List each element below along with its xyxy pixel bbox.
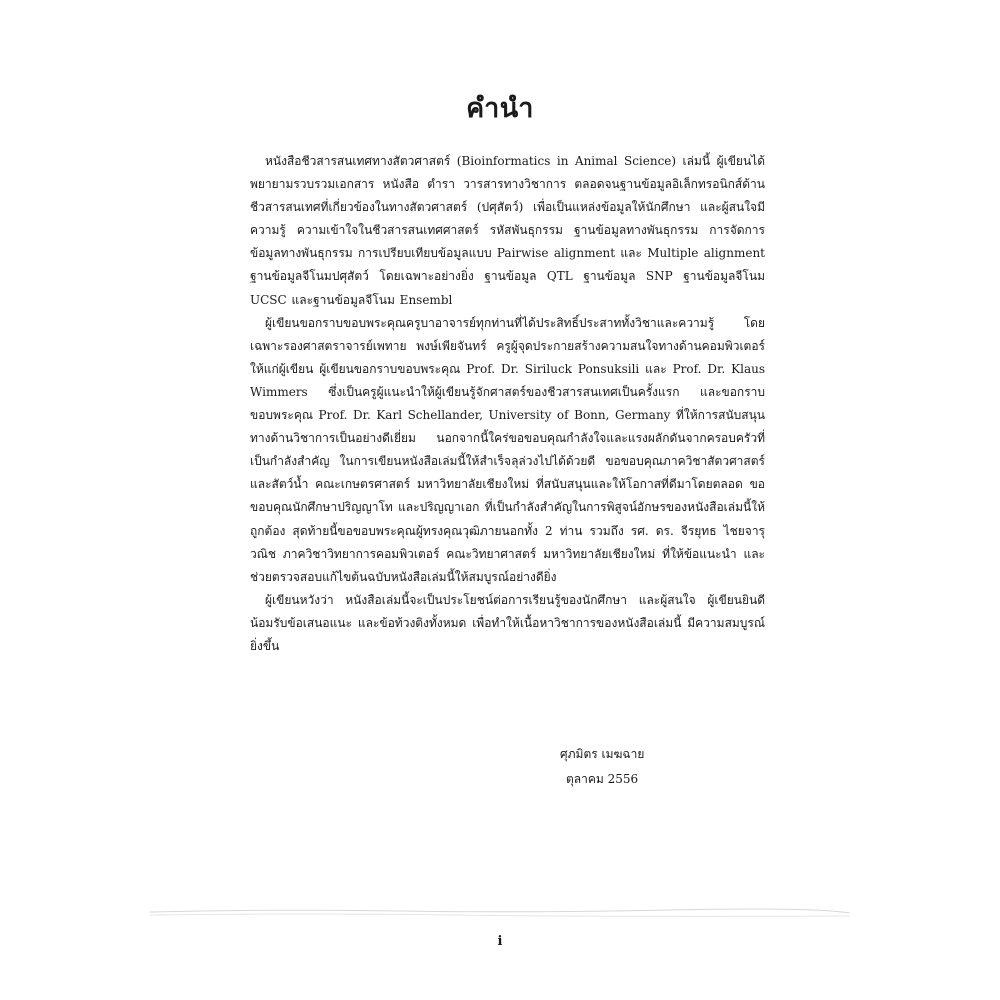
author-name: ศุภมิตร เมฆฉาย (560, 747, 645, 761)
paragraph-3: ผู้เขียนหวังว่า หนังสือเล่มนี้จะเป็นประโยชน์ต่อการเรียนรู้ของนักศึกษา และผู้สนใจ ผู้เขียนยินดีน้อมรับข้อเสนอแนะ และข้อท้วงติงทั้งหมด เพื่อทำให้เนื้อหาวิชาการของหนังสือเล่มนี้ มีความสมบูรณ์ยิ่งขึ้น (250, 592, 765, 653)
paragraph-1: หนังสือชีวสารสนเทศทางสัตวศาสตร์ (Bioinformatics in Animal Science) เล่มนี้ ผู้เขียนได้พยายามรวบรวมเอกสาร หนังสือ ตำรา วารสารทางวิชาการ ตลอดจนฐานข้อมูลอิเล็กทรอนิกส์ด้านชีวสารสนเทศที่เกี่ยวข้องในทางสัตวศาสตร์ (ปศุสัตว์) เพื่อเป็นแหล่งข้อมูลให้นักศึกษา และผู้สนใจมีความรู้ ความเข้าใจในชีวสารสนเทศศาสตร์ รหัสพันธุกรรม ฐานข้อมูลทางพันธุกรรม การจัดการข้อมูลทางพันธุกรรม การเปรียบเทียบข้อมูลแบบ Pairwise alignment และ Multiple alignment ฐานข้อมูลจีโนมปศุสัตว์ โดยเฉพาะอย่างยิ่ง ฐานข้อมูล QTL ฐานข้อมูล SNP ฐานข้อมูลจีโนม UCSC และฐานข้อมูลจีโนม Ensembl (250, 154, 765, 307)
page-number: i (497, 934, 503, 949)
page-title: คำนำ (466, 93, 534, 124)
preface-body (250, 150, 765, 658)
page-edge-shadow (150, 906, 850, 920)
paragraph-2: ผู้เขียนขอกราบขอบพระคุณครูบาอาจารย์ทุกท่านที่ได้ประสิทธิ์ประสาททั้งวิชาและความรู้ โดยเฉพาะรองศาสตราจารย์เพทาย พงษ์เพียจันทร์ ครูผู้จุดประกายสร้างความสนใจทางด้านคอมพิวเตอร์ให้แก่ผู้เขียน ผู้เขียนขอกราบขอบพระคุณ Prof. Dr. Siriluck Ponsuksili และ Prof. Dr. Klaus Wimmers ซึ่งเป็นครูผู้แนะนำให้ผู้เขียนรู้จักศาสตร์ของชีวสารสนเทศเป็นครั้งแรก และขอกราบขอบพระคุณ Prof. Dr. Karl Schellander, University of Bonn, Germany ที่ให้การสนับสนุนทางด้านวิชาการเป็นอย่างดีเยี่ยม นอกจากนี้ใคร่ขอขอบคุณกำลังใจและแรงผลักดันจากครอบครัวที่เป็นกำลังสำคัญ ในการเขียนหนังสือเล่มนี้ให้สำเร็จลุล่วงไปได้ด้วยดี ขอขอบคุณภาควิชาสัตวศาสตร์และสัตว์น้ำ คณะเกษตรศาสตร์ มหาวิทยาลัยเชียงใหม่ ที่สนับสนุนและให้โอกาสที่ดีมาโดยตลอด ขอขอบคุณนักศึกษาปริญญาโท และปริญญาเอก ที่เป็นกำลังสำคัญในการพิสูจน์อักษรของหนังสือเล่มนี้ให้ถูกต้อง สุดท้ายนี้ขอขอบพระคุณผู้ทรงคุณวุฒิภายนอกทั้ง 2 ท่าน รวมถึง รศ. ดร. จีรยุทธ ไชยจารุวณิช ภาควิชาวิทยาการคอมพิวเตอร์ คณะวิทยาศาสตร์ มหาวิทยาลัยเชียงใหม่ ที่ให้ข้อแนะนำ และช่วยตรวจสอบแก้ไขต้นฉบับหนังสือเล่มนี้ให้สมบูรณ์อย่างดียิ่ง (250, 315, 765, 584)
signature-block (560, 742, 644, 792)
signature-date: ตุลาคม 2556 (566, 772, 639, 786)
